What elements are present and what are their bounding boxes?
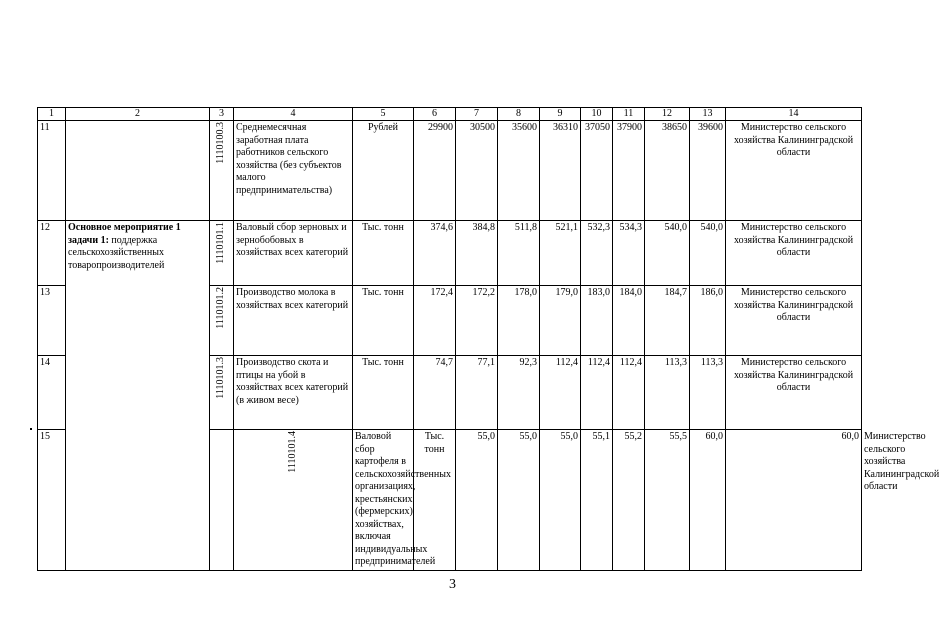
header-cell: 3 (210, 108, 234, 121)
value-cell: 55,2 (613, 430, 645, 571)
value-cell: 35600 (498, 121, 540, 221)
header-cell: 8 (498, 108, 540, 121)
code-cell (210, 356, 234, 430)
event-cell (66, 121, 210, 221)
value-cell: 384,8 (456, 221, 498, 286)
indicator-code: 1110101.2 (215, 287, 227, 329)
value-cell: 30500 (456, 121, 498, 221)
value-cell: 112,4 (540, 356, 581, 430)
value-cell: 534,3 (613, 221, 645, 286)
indicators-table (37, 107, 939, 571)
indicator-name: Валовый сбор зерновых и зернобобовых в хозяйствах всех категорий (234, 221, 353, 286)
value-cell: 179,0 (540, 286, 581, 356)
value-cell: 511,8 (498, 221, 540, 286)
value-cell: 113,3 (645, 356, 690, 430)
code-cell (210, 286, 234, 356)
header-cell: 4 (234, 108, 353, 121)
header-cell: 7 (456, 108, 498, 121)
value-cell: 39600 (690, 121, 726, 221)
event-cell (210, 430, 234, 571)
value-cell: 55,0 (498, 430, 540, 571)
value-cell: 184,0 (613, 286, 645, 356)
indicator-code: 1110101.3 (215, 357, 227, 399)
header-cell: 5 (353, 108, 414, 121)
header-cell: 12 (645, 108, 690, 121)
table-row: 15 1110101.4 Валовой сбор картофеля в сельскохозяйственных организациях, крестьянских (фермерских) хозяйствах, включая индивидуальных предпринимателей Тыс. тонн 55,0 55,0 55,0 55,1 55,2 55,5 60,0 60,0 Министерство сельского хозяйства Калининградской области (38, 430, 862, 571)
header-cell: 13 (690, 108, 726, 121)
value-cell: 186,0 (690, 286, 726, 356)
unit-cell: Тыс. тонн (414, 430, 456, 571)
value-cell: 55,0 (456, 430, 498, 571)
event-cell (66, 221, 210, 571)
value-cell: 60,0 (690, 430, 726, 571)
value-cell: 540,0 (645, 221, 690, 286)
value-cell: 92,3 (498, 356, 540, 430)
indicator-name: Валовой сбор картофеля в сельскохозяйственных организациях, крестьянских (фермерских) хозяйствах, включая индивидуальных предпринимателей (353, 430, 414, 571)
value-cell: 178,0 (498, 286, 540, 356)
row-number: 14 (38, 356, 66, 430)
value-cell: 38650 (645, 121, 690, 221)
table-row (38, 221, 862, 286)
row-number: 12 (38, 221, 66, 286)
value-cell: 540,0 (690, 221, 726, 286)
header-row (38, 108, 862, 121)
executor-cell: Министерство сельского хозяйства Калининградской области (726, 286, 862, 356)
value-cell: 60,0 (726, 430, 862, 571)
value-cell: 113,3 (690, 356, 726, 430)
executor-cell: Министерство сельского хозяйства Калининградской области (726, 356, 862, 430)
unit-cell: Тыс. тонн (353, 221, 414, 286)
value-cell: 172,4 (414, 286, 456, 356)
value-cell: 374,6 (414, 221, 456, 286)
indicator-code: 1110101.1 (215, 222, 227, 264)
value-cell: 112,4 (613, 356, 645, 430)
row-number: 13 (38, 286, 66, 356)
value-cell: 55,1 (581, 430, 613, 571)
value-cell: 37900 (613, 121, 645, 221)
unit-cell: Рублей (353, 121, 414, 221)
scan-speck (30, 428, 32, 430)
header-cell: 6 (414, 108, 456, 121)
header-cell: 9 (540, 108, 581, 121)
event-title: Основное мероприятие 1 задачи 1: (68, 222, 181, 246)
indicator-name: Среднемесячная заработная плата работников сельского хозяйства (без субъектов малого предпринимательства) (234, 121, 353, 221)
unit-cell: Тыс. тонн (353, 286, 414, 356)
header-cell: 10 (581, 108, 613, 121)
value-cell: 184,7 (645, 286, 690, 356)
page-number: 3 (449, 577, 456, 592)
unit-cell: Тыс. тонн (353, 356, 414, 430)
executor-cell: Министерство сельского хозяйства Калининградской области (726, 121, 862, 221)
value-cell: 55,5 (645, 430, 690, 571)
value-cell: 36310 (540, 121, 581, 221)
value-cell: 521,1 (540, 221, 581, 286)
value-cell: 183,0 (581, 286, 613, 356)
value-cell: 112,4 (581, 356, 613, 430)
value-cell: 77,1 (456, 356, 498, 430)
executor-cell: Министерство сельского хозяйства Калининградской области (726, 221, 862, 286)
value-cell: 172,2 (456, 286, 498, 356)
value-cell: 532,3 (581, 221, 613, 286)
indicator-code: 1110100.3 (215, 122, 227, 164)
value-cell: 37050 (581, 121, 613, 221)
header-cell: 1 (38, 108, 66, 121)
header-cell: 14 (726, 108, 862, 121)
value-cell: 74,7 (414, 356, 456, 430)
event-description: поддержка сельскохозяйственных товаропроизводителей (68, 234, 165, 271)
code-cell (234, 430, 353, 571)
indicator-code: 1110101.4 (286, 431, 298, 473)
row-number: 11 (38, 121, 66, 221)
header-cell: 11 (613, 108, 645, 121)
value-cell: 29900 (414, 121, 456, 221)
value-cell: 55,0 (540, 430, 581, 571)
indicator-name: Производство молока в хозяйствах всех категорий (234, 286, 353, 356)
code-cell (210, 121, 234, 221)
code-cell (210, 221, 234, 286)
row-number: 15 (38, 430, 66, 571)
header-cell: 2 (66, 108, 210, 121)
indicator-name: Производство скота и птицы на убой в хозяйствах всех категорий (в живом весе) (234, 356, 353, 430)
table-row (38, 121, 862, 221)
